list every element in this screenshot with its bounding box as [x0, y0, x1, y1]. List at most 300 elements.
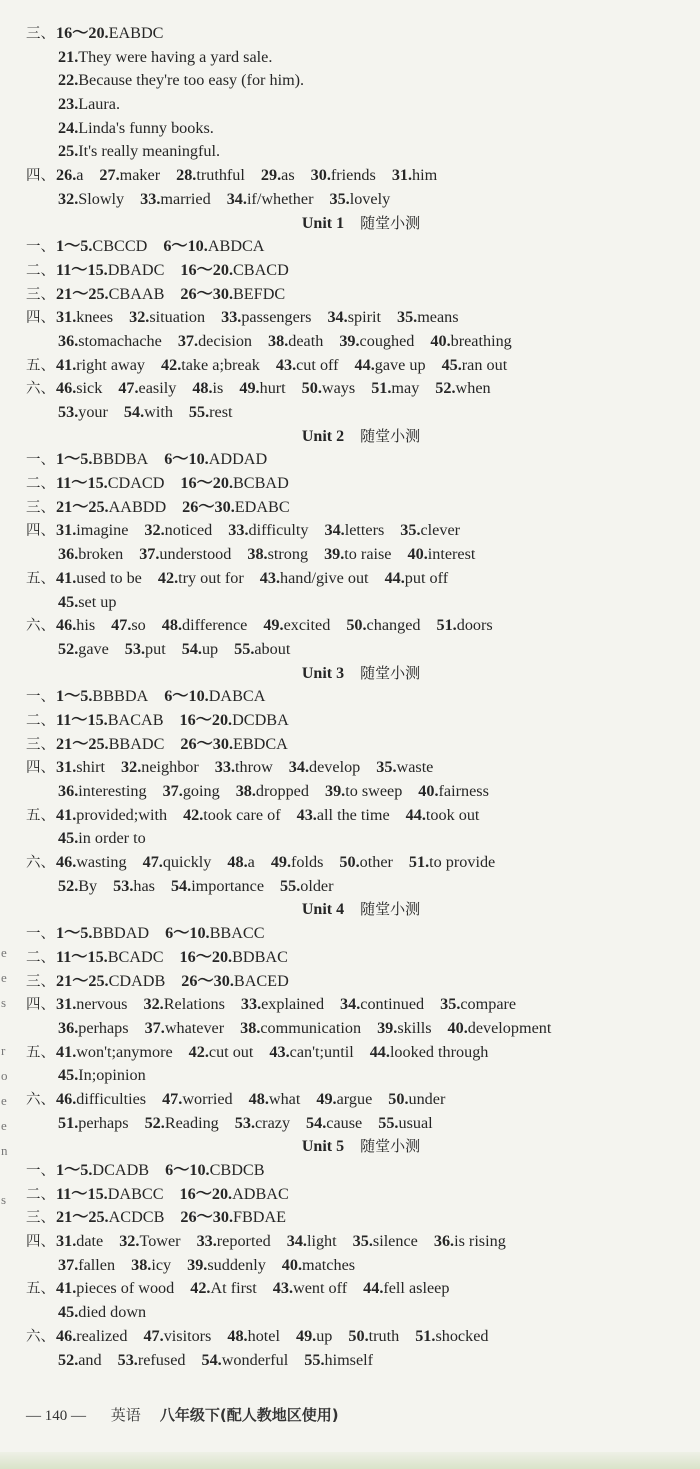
answer-text: develop: [309, 758, 361, 777]
section-label: 三、: [26, 736, 55, 753]
section-label: 六、: [26, 855, 55, 872]
question-number: 37.: [58, 1255, 79, 1274]
answer-text: easily: [138, 379, 177, 398]
question-number: 46.: [56, 853, 77, 872]
unit-subtitle: 随堂小测: [360, 1137, 421, 1156]
unit-title: Unit 5: [301, 1138, 345, 1156]
answer-item: [363, 1279, 449, 1297]
answer-item: [164, 687, 265, 705]
answer-line: [26, 1349, 676, 1373]
section-label: 二、: [26, 712, 55, 729]
answer-text: whatever: [164, 1018, 225, 1037]
question-number: 33.: [228, 521, 249, 540]
answer-text: excited: [283, 616, 331, 635]
answer-text: EDABC: [234, 497, 290, 516]
answer-item: [58, 782, 147, 800]
answer-item: [180, 285, 285, 303]
answer-text: your: [78, 403, 108, 421]
answer-text: BACAB: [107, 710, 164, 729]
page-footer: [26, 1404, 339, 1425]
question-number: 34.: [340, 995, 361, 1014]
answer-text: took out: [425, 805, 480, 824]
answer-line: [26, 851, 676, 875]
question-number: 11～15.: [56, 474, 108, 493]
answer-line: [26, 733, 676, 757]
section-label: 二、: [26, 262, 55, 279]
answer-text: Relations: [163, 995, 225, 1014]
answer-text: try out for: [178, 568, 244, 587]
question-number: 46.: [56, 616, 77, 635]
answer-item: [434, 1232, 506, 1250]
question-number: 41.: [56, 1279, 77, 1298]
answer-line: [26, 875, 676, 899]
answer-line: [26, 140, 676, 164]
answer-item: [415, 1327, 488, 1345]
answer-item: [58, 48, 272, 66]
question-number: 21～25.: [56, 1208, 109, 1227]
question-number: 44.: [369, 1042, 390, 1061]
answer-text: usual: [398, 1113, 433, 1132]
unit-header: [26, 1135, 676, 1159]
answer-line: [26, 1159, 676, 1183]
answer-item: [406, 806, 480, 824]
answer-item: [56, 758, 105, 776]
section-label: 四、: [26, 997, 55, 1014]
answer-item: [119, 1232, 180, 1250]
question-number: 38.: [268, 331, 289, 350]
question-number: 40.: [281, 1255, 303, 1274]
unit-title: Unit 4: [301, 901, 345, 919]
answer-text: broken: [78, 545, 124, 564]
question-number: 47.: [111, 616, 132, 635]
question-number: 52.: [144, 1113, 165, 1132]
answer-text: up: [201, 639, 219, 658]
answer-item: [201, 1351, 288, 1369]
answer-item: [228, 521, 308, 539]
answer-line: [26, 472, 676, 496]
answer-text: him: [412, 166, 438, 185]
answer-item: [268, 332, 323, 350]
question-number: 38.: [247, 545, 268, 564]
answer-text: waste: [396, 758, 434, 777]
question-number: 21～25.: [56, 284, 109, 303]
answer-text: put: [145, 639, 166, 658]
answer-item: [197, 1232, 271, 1250]
question-number: 53.: [234, 1113, 255, 1132]
answer-text: maker: [119, 166, 161, 185]
answer-item: [418, 782, 489, 800]
section-label: 三、: [26, 973, 55, 990]
answer-item: [162, 616, 248, 634]
question-number: 54.: [181, 639, 202, 658]
answer-item: [56, 1161, 149, 1179]
question-number: 48.: [248, 1089, 269, 1108]
answer-text: friends: [330, 166, 376, 185]
answer-item: [235, 1114, 290, 1132]
answer-item: [56, 948, 164, 966]
answer-text: provided;with: [76, 805, 168, 824]
answer-text: continued: [360, 995, 425, 1014]
question-number: 37.: [162, 782, 183, 800]
question-number: 52.: [58, 639, 79, 658]
answer-text: CBAAB: [108, 284, 165, 303]
question-number: 32.: [119, 1232, 140, 1251]
question-number: 1～5.: [56, 237, 93, 256]
answer-item: [289, 758, 360, 776]
answer-item: [58, 1019, 129, 1037]
answer-text: ADDAD: [208, 450, 268, 469]
question-number: 32.: [58, 189, 79, 208]
section-label: 五、: [26, 357, 55, 374]
answer-item: [287, 1232, 337, 1250]
answer-item: [296, 1327, 332, 1345]
answer-text: passengers: [241, 308, 312, 327]
question-number: 43.: [259, 568, 280, 587]
answer-text: Slowly: [78, 189, 125, 208]
answer-text: when: [455, 379, 491, 398]
answer-item: [58, 545, 123, 563]
answer-line: [26, 993, 676, 1017]
answer-text: difficulties: [76, 1089, 147, 1108]
answer-item: [124, 403, 173, 421]
answer-item: [192, 379, 223, 397]
answer-line: [26, 543, 676, 567]
answer-text: ACDCB: [108, 1208, 165, 1227]
question-number: 45.: [58, 1303, 79, 1322]
answer-item: [162, 1090, 233, 1108]
answer-line: [26, 685, 676, 709]
answer-text: letters: [344, 521, 385, 540]
answer-text: development: [467, 1018, 552, 1037]
answer-item: [302, 379, 356, 397]
answer-line: [26, 614, 676, 638]
question-number: 51.: [436, 616, 457, 635]
answer-line: [26, 1017, 676, 1041]
answer-line: [26, 259, 676, 283]
answer-item: [56, 521, 128, 539]
answer-item: [340, 995, 424, 1013]
unit-title: Unit 2: [301, 427, 345, 445]
answer-item: [183, 806, 281, 824]
answer-text: sick: [76, 379, 103, 398]
question-number: 49.: [270, 853, 292, 872]
unit-header: [26, 212, 676, 236]
answer-line: [26, 1325, 676, 1349]
question-number: 42.: [157, 568, 179, 587]
answer-item: [58, 403, 108, 421]
answer-item: [339, 853, 393, 871]
answer-text: BBDBA: [92, 450, 149, 469]
answer-text: dropped: [255, 782, 309, 800]
answer-text: right away: [76, 355, 146, 374]
unit-subtitle: 随堂小测: [360, 213, 421, 232]
answer-item: [392, 166, 437, 184]
answer-item: [247, 545, 308, 563]
answer-text: BBBDA: [92, 687, 149, 706]
answer-line: [26, 780, 676, 804]
answer-text: Laura.: [78, 95, 121, 114]
edge-letter: n: [1, 1143, 8, 1158]
answer-item: [180, 1208, 286, 1226]
section-label: 一、: [26, 689, 55, 706]
answer-text: refused: [137, 1350, 186, 1369]
answer-text: took care of: [203, 805, 281, 824]
answer-item: [121, 758, 199, 776]
question-number: 50.: [301, 379, 322, 398]
answer-item: [304, 1351, 373, 1369]
answer-text: himself: [324, 1350, 374, 1369]
answer-item: [58, 640, 109, 658]
answer-text: other: [359, 853, 393, 872]
answer-item: [234, 640, 290, 658]
answer-item: [56, 1185, 164, 1203]
answer-item: [329, 190, 390, 208]
answer-text: ADBAC: [232, 1184, 289, 1203]
answer-item: [178, 332, 252, 350]
answer-text: Reading: [164, 1113, 219, 1132]
answer-item: [221, 308, 311, 326]
section-label: 二、: [26, 949, 55, 966]
question-number: 52.: [435, 379, 456, 398]
answer-text: communication: [260, 1018, 362, 1037]
answer-text: all the time: [316, 805, 390, 824]
section-label: 一、: [26, 239, 55, 256]
answer-line: [26, 804, 676, 828]
answer-text: ways: [321, 379, 356, 398]
answer-text: Because they're too easy (for him).: [78, 71, 305, 90]
edge-letter: e: [1, 945, 7, 960]
answer-line: [26, 377, 676, 401]
answer-text: is rising: [454, 1232, 506, 1251]
answer-item: [339, 332, 414, 350]
answer-text: his: [76, 616, 96, 635]
answer-item: [163, 237, 264, 255]
answer-item: [56, 806, 167, 824]
answer-line: [26, 1183, 676, 1207]
question-number: 50.: [348, 1326, 369, 1345]
section-label: 三、: [26, 286, 55, 303]
answer-text: may: [391, 379, 420, 398]
answer-line: [26, 448, 676, 472]
unit-subtitle: 随堂小测: [360, 663, 421, 682]
answer-item: [56, 1090, 146, 1108]
unit-header: [26, 898, 676, 922]
answer-text: gave: [78, 639, 109, 658]
answer-list: [26, 22, 676, 1372]
answer-text: EABDC: [108, 24, 164, 42]
section-label: 四、: [26, 760, 55, 777]
question-number: 26～30.: [182, 497, 235, 516]
answer-line: [26, 827, 676, 851]
question-number: 34.: [327, 308, 348, 327]
edge-letter: s: [1, 1192, 7, 1207]
section-label: 一、: [26, 926, 55, 943]
answer-text: BACED: [233, 971, 289, 990]
answer-item: [145, 1019, 225, 1037]
answer-line: [26, 22, 676, 46]
question-number: 39.: [339, 331, 360, 350]
question-number: 44.: [354, 355, 375, 374]
question-number: 36.: [58, 545, 79, 564]
question-number: 42.: [161, 355, 182, 374]
answer-text: means: [417, 308, 459, 327]
answer-text: fallen: [78, 1255, 116, 1274]
answer-item: [58, 190, 124, 208]
question-number: 11～15.: [56, 260, 108, 279]
answer-text: ABDCA: [207, 237, 265, 256]
answer-item: [56, 995, 127, 1013]
answer-item: [180, 711, 289, 729]
answer-text: gave up: [374, 355, 426, 374]
answer-text: FBDAE: [233, 1208, 287, 1227]
question-number: 46.: [56, 1326, 77, 1345]
answer-item: [56, 711, 164, 729]
answer-item: [190, 1279, 257, 1297]
question-number: 43.: [275, 355, 297, 374]
question-number: 23.: [58, 95, 79, 114]
answer-item: [56, 1232, 103, 1250]
answer-text: strong: [267, 545, 309, 564]
answer-line: [26, 591, 676, 615]
question-number: 22.: [58, 71, 79, 90]
answer-text: spirit: [347, 308, 381, 327]
question-number: 34.: [288, 758, 310, 777]
page-number: — 140 —: [26, 1408, 86, 1424]
question-number: 40.: [418, 782, 439, 800]
section-label: 五、: [26, 807, 55, 824]
answer-text: BCADC: [107, 947, 164, 966]
question-number: 31.: [56, 308, 77, 327]
edge-letter: s: [1, 995, 7, 1010]
answer-item: [56, 687, 148, 705]
answer-text: looked through: [389, 1042, 489, 1061]
question-number: 48.: [227, 1326, 248, 1345]
question-number: 28.: [176, 166, 197, 185]
answer-text: take a;break: [181, 355, 260, 374]
question-number: 41.: [56, 355, 77, 374]
question-number: 51.: [408, 853, 430, 872]
answer-text: to raise: [344, 545, 392, 564]
answer-item: [145, 1114, 219, 1132]
question-number: 37.: [177, 331, 199, 350]
answer-line: [26, 117, 676, 141]
question-number: 31.: [56, 995, 77, 1014]
question-number: 26～30.: [180, 1208, 233, 1227]
answer-item: [56, 450, 148, 468]
answer-text: difficulty: [248, 521, 309, 540]
question-number: 52.: [58, 1350, 79, 1369]
answer-text: EBDCA: [233, 734, 288, 753]
question-number: 1～5.: [56, 687, 93, 706]
question-number: 47.: [142, 853, 163, 872]
answer-item: [306, 1114, 362, 1132]
question-number: 36.: [58, 782, 79, 800]
answer-text: worried: [182, 1089, 233, 1108]
answer-item: [324, 545, 391, 563]
answer-item: [376, 758, 433, 776]
question-number: 39.: [324, 782, 346, 800]
answer-item: [56, 1208, 164, 1226]
answer-text: realized: [76, 1326, 128, 1345]
answer-item: [143, 1327, 211, 1345]
section-label: 三、: [26, 499, 55, 516]
answer-text: noticed: [164, 521, 213, 540]
question-number: 1～5.: [56, 450, 93, 469]
question-number: 34.: [286, 1232, 307, 1251]
question-number: 37.: [144, 1018, 165, 1037]
answer-text: DABCA: [208, 687, 266, 706]
answer-text: perhaps: [78, 1018, 129, 1037]
answer-text: fell asleep: [383, 1279, 450, 1298]
question-number: 34.: [324, 521, 345, 540]
answer-item: [56, 1043, 173, 1061]
answer-line: [26, 306, 676, 330]
question-number: 47.: [162, 1089, 183, 1108]
question-number: 48.: [192, 379, 213, 398]
answer-text: DBADC: [107, 260, 165, 279]
answer-item: [58, 1303, 146, 1321]
answer-item: [181, 972, 288, 990]
answer-line: [26, 164, 676, 188]
answer-line: [26, 188, 676, 212]
question-number: 1～5.: [56, 924, 93, 943]
answer-text: folds: [291, 853, 324, 872]
answer-text: visitors: [163, 1326, 212, 1345]
question-number: 24.: [58, 118, 79, 137]
answer-item: [189, 1043, 254, 1061]
answer-item: [348, 1327, 399, 1345]
question-number: 47.: [143, 1326, 164, 1345]
section-label: 一、: [26, 452, 55, 469]
answer-line: [26, 401, 676, 425]
question-number: 36.: [433, 1232, 455, 1251]
question-number: 49.: [316, 1089, 337, 1108]
answer-text: can't;until: [289, 1042, 354, 1061]
answer-item: [249, 1090, 301, 1108]
answer-line: [26, 496, 676, 520]
answer-line: [26, 946, 676, 970]
question-number: 16～20.: [180, 474, 233, 493]
answer-text: date: [76, 1232, 104, 1251]
answer-item: [316, 1090, 372, 1108]
answer-text: coughed: [359, 331, 415, 350]
answer-item: [280, 877, 334, 895]
answer-text: In;opinion: [78, 1066, 146, 1085]
answer-item: [56, 1327, 127, 1345]
answer-text: a: [247, 853, 255, 872]
answer-text: if/whether: [246, 189, 314, 208]
answer-item: [260, 569, 369, 587]
answer-text: knees: [76, 308, 114, 327]
question-number: 45.: [58, 829, 79, 848]
answer-item: [58, 71, 304, 89]
answer-text: Tower: [139, 1232, 181, 1251]
bottom-band: [0, 1452, 700, 1469]
answer-text: crazy: [255, 1113, 291, 1132]
answer-text: BBADC: [108, 734, 165, 753]
answer-text: truthful: [196, 166, 245, 185]
answer-item: [180, 261, 288, 279]
question-number: 53.: [113, 876, 134, 895]
question-number: 6～10.: [165, 1161, 210, 1179]
question-number: 36.: [58, 331, 79, 350]
question-number: 38.: [235, 782, 256, 800]
answer-item: [180, 1185, 289, 1203]
answer-item: [276, 356, 339, 374]
answer-text: neighbor: [141, 758, 199, 777]
answer-item: [56, 735, 164, 753]
question-number: 26～30.: [181, 971, 234, 990]
